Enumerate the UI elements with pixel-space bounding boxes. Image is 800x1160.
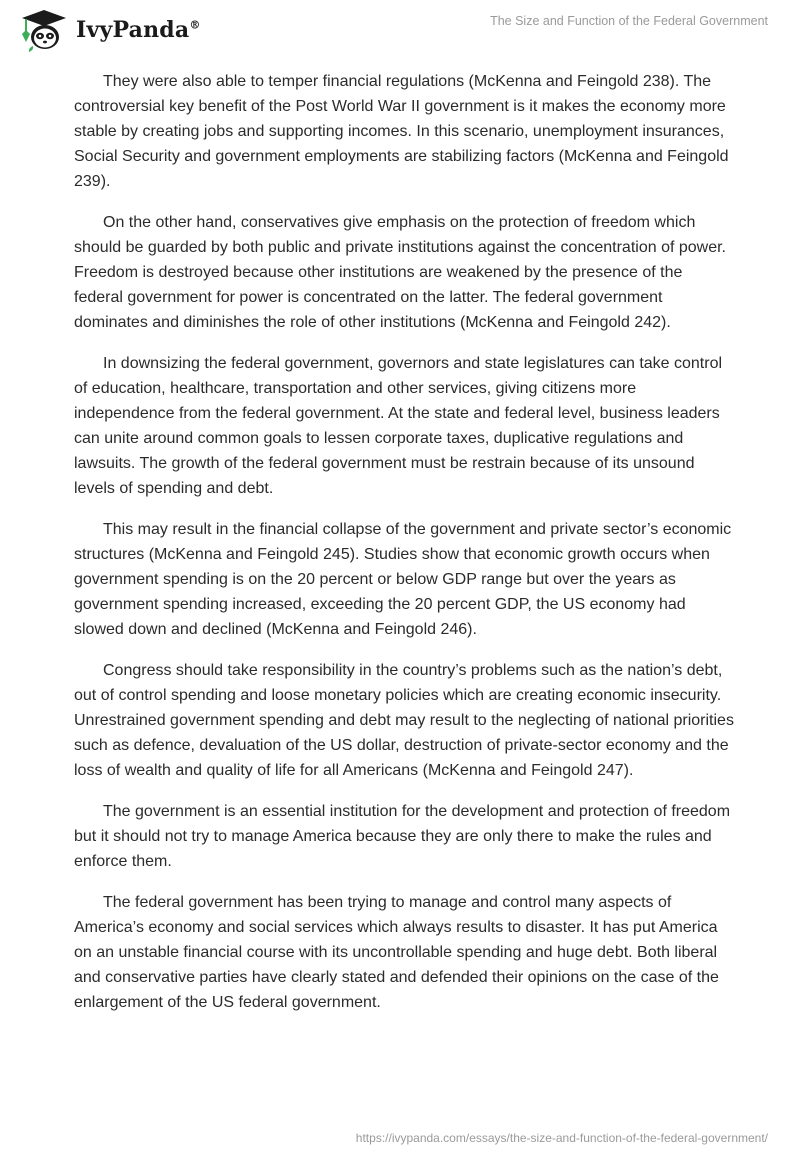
paragraph: This may result in the financial collapse of the government and private sector’s economic structures (McKenna and Feingold 245). Studies show that economic growth occurs when government spending is on the 20 percent or below GDP range but over the years as government spending increased, exceeding the 20 percent GDP, the US economy had slowed down and declined (McKenna and Feingold 246). [74, 521, 732, 638]
paragraph: Congress should take responsibility in the country’s problems such as the nation’s debt, out of control spending and loose monetary policies which are creating economic insecurity. Unrestrained government spending and debt may result to the neglecting of national priorities such as defence, devaluation of the US dollar, destruction of private-sector economy and the loss of wealth and quality of life for all Americans (McKenna and Feingold 247). [74, 662, 734, 779]
document-title: The Size and Function of the Federal Government [490, 14, 768, 28]
page-header [0, 0, 800, 60]
paragraph: On the other hand, conservatives give emphasis on the protection of freedom which should be guarded by both public and private institutions against the concentration of power. Freedom is destroyed because other institutions are weakened by the presence of the federal government for power is concentrated on the latter. The federal government dominates and diminishes the role of other institutions (McKenna and Feingold 242). [74, 214, 726, 331]
ivypanda-logo[interactable] [14, 8, 201, 52]
source-url[interactable]: https://ivypanda.com/essays/the-size-and-function-of-the-federal-government/ [355, 1131, 768, 1145]
paragraph: In downsizing the federal government, governors and state legislatures can take control of education, healthcare, transportation and other services, giving citizens more independence from the federal government. At the state and federal level, business leaders can unite around common goals to lessen corporate taxes, duplicative regulations and lawsuits. The growth of the federal government must be restrain because of its unsound levels of spending and debt. [74, 355, 723, 497]
paragraph: The government is an essential institution for the development and protection of freedom but it should not try to manage America because they are only there to make the rules and enforce them. [74, 803, 731, 870]
paragraph: The federal government has been trying to manage and control many aspects of America’s economy and social services which always results to disaster. It has put America on an unstable financial course with its uncontrollable spending and huge debt. Both liberal and conservative parties have clearly stated and defended their opinions on the case of the enlargement of the US federal government. [74, 894, 719, 1011]
registered-mark: ® [189, 18, 201, 32]
essay-body [74, 69, 734, 1031]
brand-name: IvyPanda® [76, 17, 201, 43]
panda-graduate-icon [14, 8, 74, 52]
paragraph: They were also able to temper financial regulations (McKenna and Feingold 238). The controversial key benefit of the Post World War II government is it makes the economy more stable by creating jobs and supporting incomes. In this scenario, unemployment insurances, Social Security and government employments are stabilizing factors (McKenna and Feingold 239). [74, 73, 729, 190]
